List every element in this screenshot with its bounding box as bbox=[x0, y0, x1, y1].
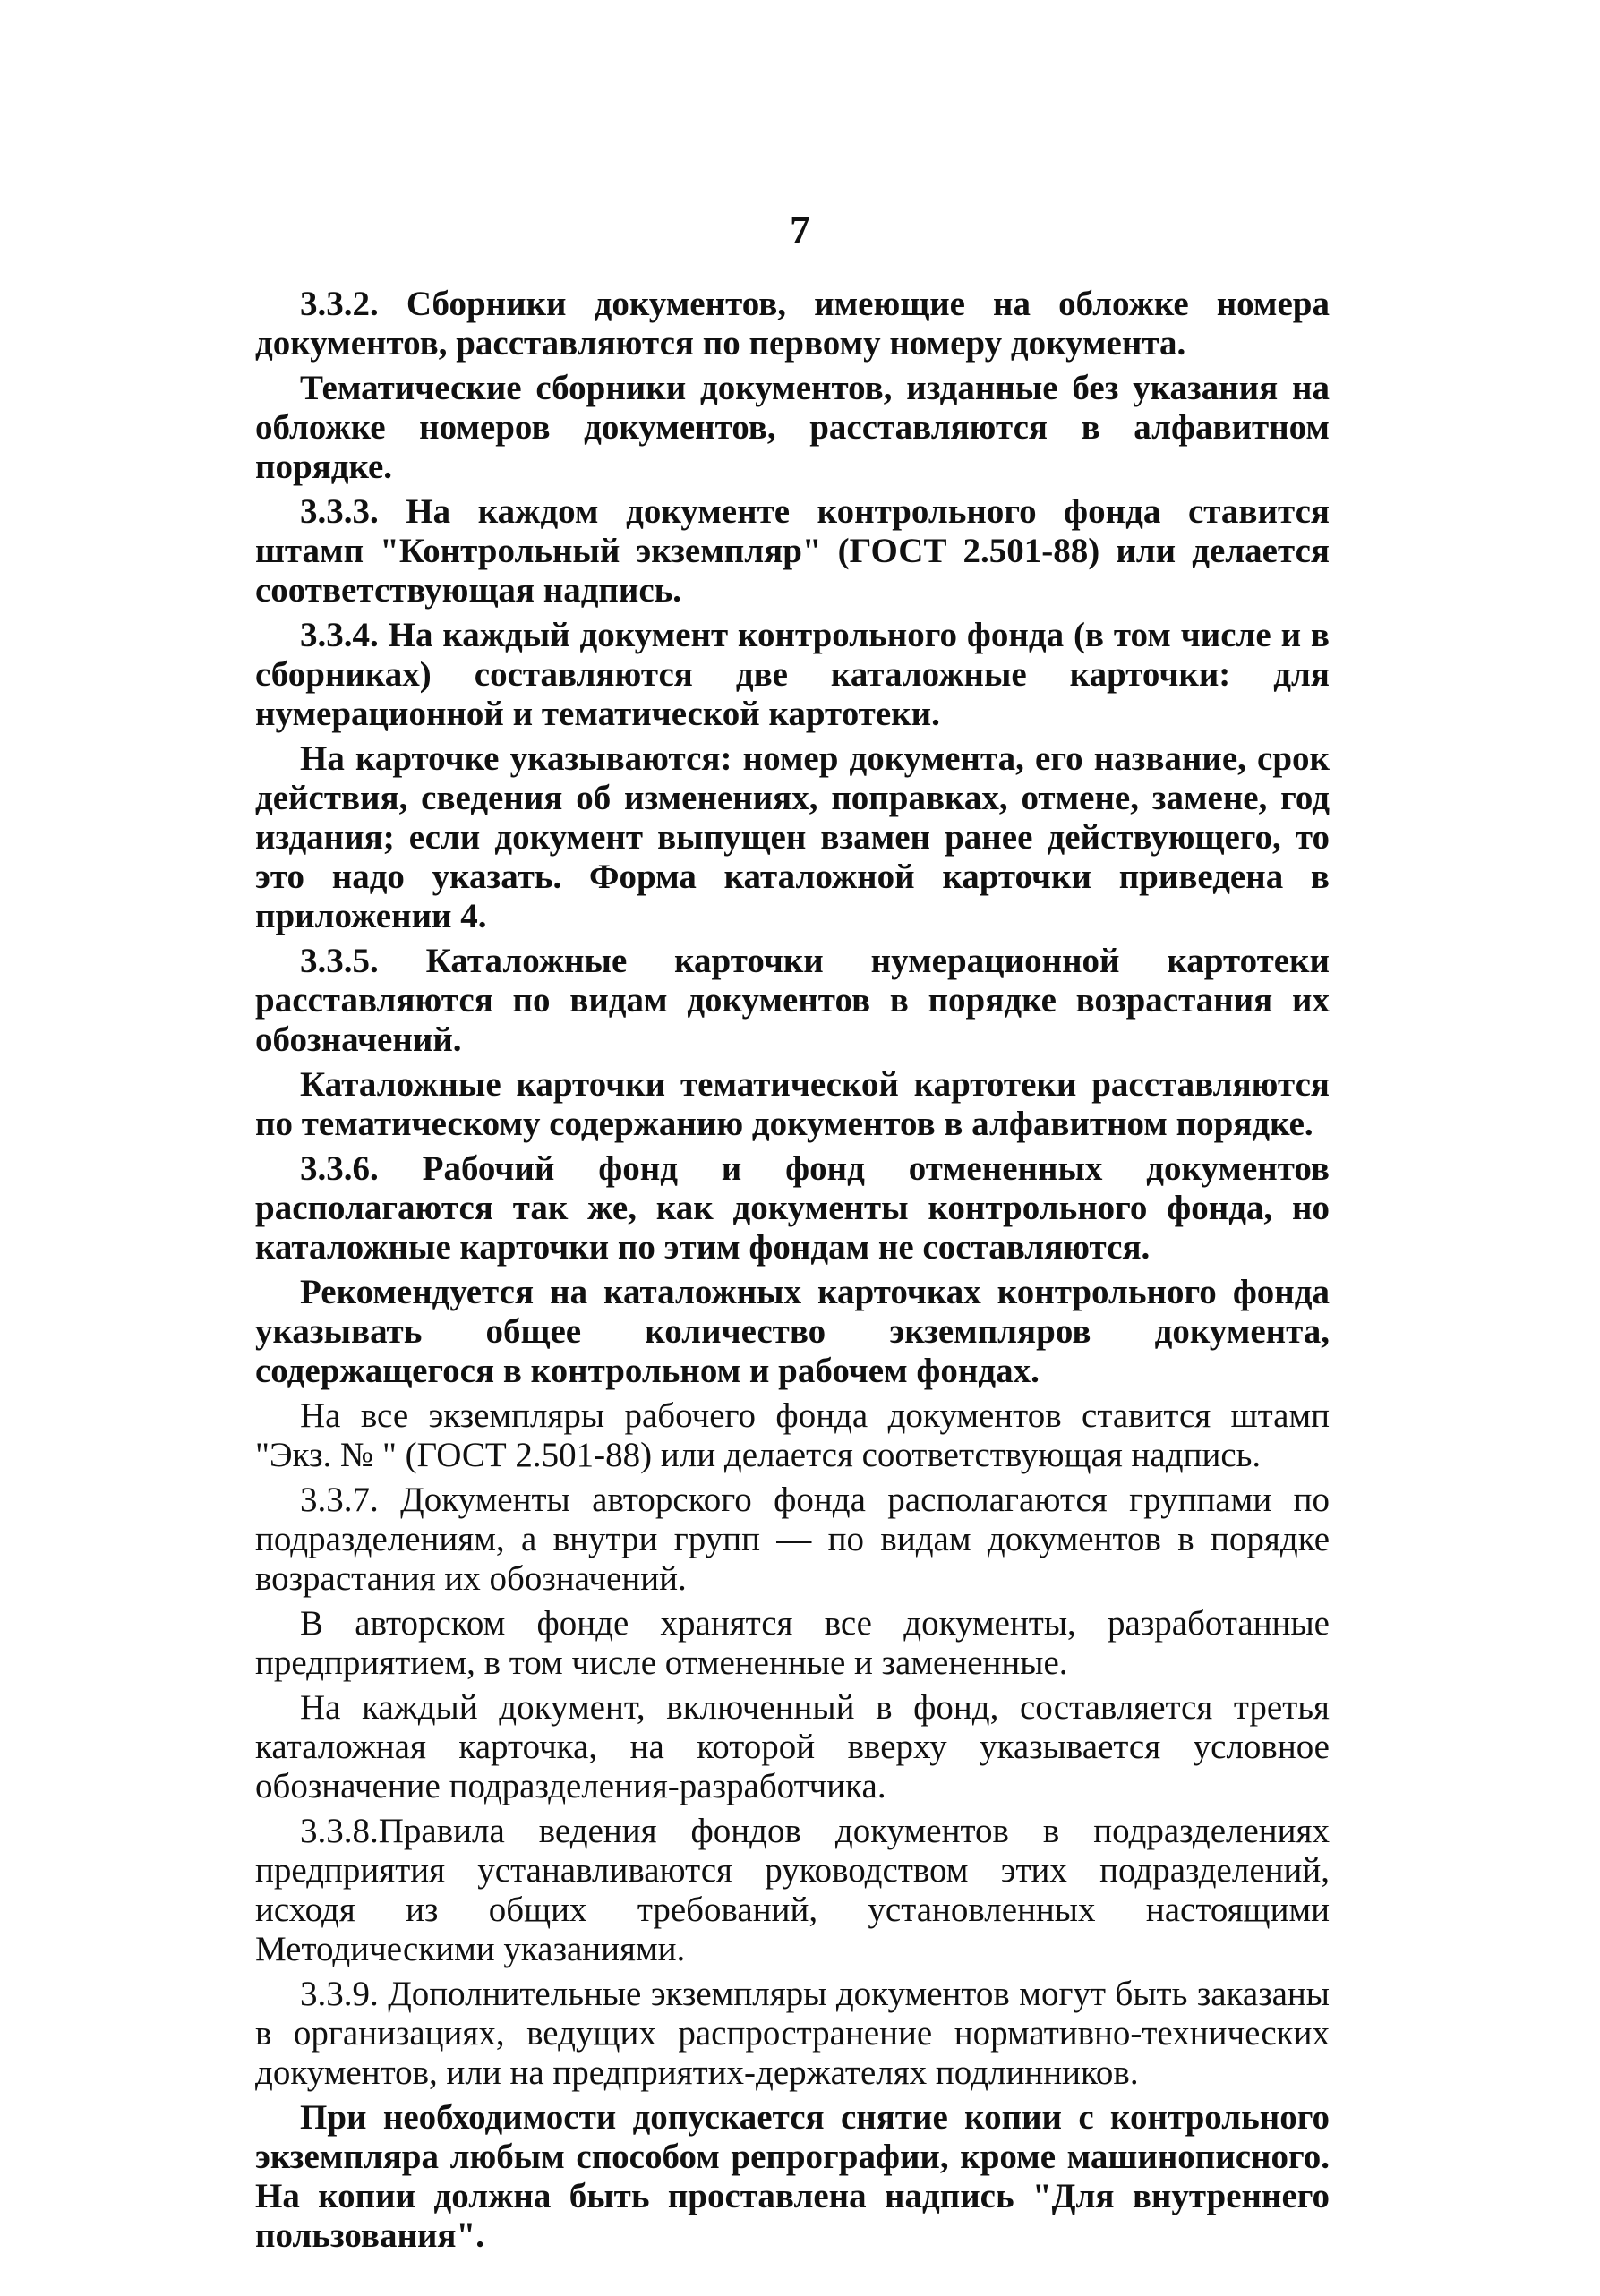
paragraph-3-3-9-copy: При необходимости допускается снятие копии с контрольного экземпляра любым способом репрографии, кроме машинописного. На копии должна быть проставлена надпись "Для внутреннего пользования". bbox=[255, 2098, 1330, 2255]
paragraph-3-3-7-author: В авторском фонде хранятся все документы, разработанные предприятием, в том числе отмененные и замененные. bbox=[255, 1604, 1330, 1682]
document-body bbox=[255, 285, 1330, 2261]
paragraph-3-3-3: 3.3.3. На каждом документе контрольного фонда ставится штамп "Контрольный экземпляр" (ГОСТ 2.501-88) или делается соответствующая надпись. bbox=[255, 492, 1330, 610]
paragraph-3-3-8: 3.3.8.Правила ведения фондов документов в подразделениях предприятия устанавливаются руководством этих подразделений, исходя из общих требований, установленных настоящими Методическими указаниями. bbox=[255, 1812, 1330, 1968]
paragraph-3-3-2: 3.3.2. Сборники документов, имеющие на обложке номера документов, расставляются по первому номеру документа. bbox=[255, 285, 1330, 363]
paragraph-3-3-9: 3.3.9. Дополнительные экземпляры документов могут быть заказаны в организациях, ведущих распространение нормативно-технических документов, или на предприятих-держателях подлинников. bbox=[255, 1975, 1330, 2092]
page-number: 7 bbox=[790, 207, 810, 252]
paragraph-3-3-5-thematic: Каталожные карточки тематической картотеки расставляются по тематическому содержанию документов в алфавитном порядке. bbox=[255, 1065, 1330, 1143]
paragraph-3-3-7-card: На каждый документ, включенный в фонд, составляется третья каталожная карточка, на которой вверху указывается условное обозначение подразделения-разработчика. bbox=[255, 1688, 1330, 1805]
paragraph-3-3-4-card: На карточке указываются: номер документа, его название, срок действия, сведения об изменениях, поправках, отмене, замене, год издания; если документ выпущен взамен ранее действующего, то это надо указать. Форма каталожной карточки приведена в приложении 4. bbox=[255, 739, 1330, 935]
paragraph-3-3-6-stamp: На все экземпляры рабочего фонда документов ставится штамп "Экз. № " (ГОСТ 2.501-88) или делается соответствующая надпись. bbox=[255, 1396, 1330, 1474]
paragraph-3-3-4: 3.3.4. На каждый документ контрольного фонда (в том числе и в сборниках) составляются две каталожные карточки: для нумерационной и тематической картотеки. bbox=[255, 616, 1330, 733]
paragraph-3-3-6-recommend: Рекомендуется на каталожных карточках контрольного фонда указывать общее количество экземпляров документа, содержащегося в контрольном и рабочем фондах. bbox=[255, 1273, 1330, 1390]
paragraph-3-3-6: 3.3.6. Рабочий фонд и фонд отмененных документов располагаются так же, как документы контрольного фонда, но каталожные карточки по этим фондам не составляются. bbox=[255, 1149, 1330, 1267]
paragraph-3-3-5: 3.3.5. Каталожные карточки нумерационной картотеки расставляются по видам документов в порядке возрастания их обозначений. bbox=[255, 942, 1330, 1059]
paragraph-3-3-2-thematic: Тематические сборники документов, изданные без указания на обложке номеров документов, расставляются в алфавитном порядке. bbox=[255, 369, 1330, 486]
paragraph-3-3-7: 3.3.7. Документы авторского фонда располагаются группами по подразделениям, а внутри групп — по видам документов в порядке возрастания их обозначений. bbox=[255, 1481, 1330, 1598]
